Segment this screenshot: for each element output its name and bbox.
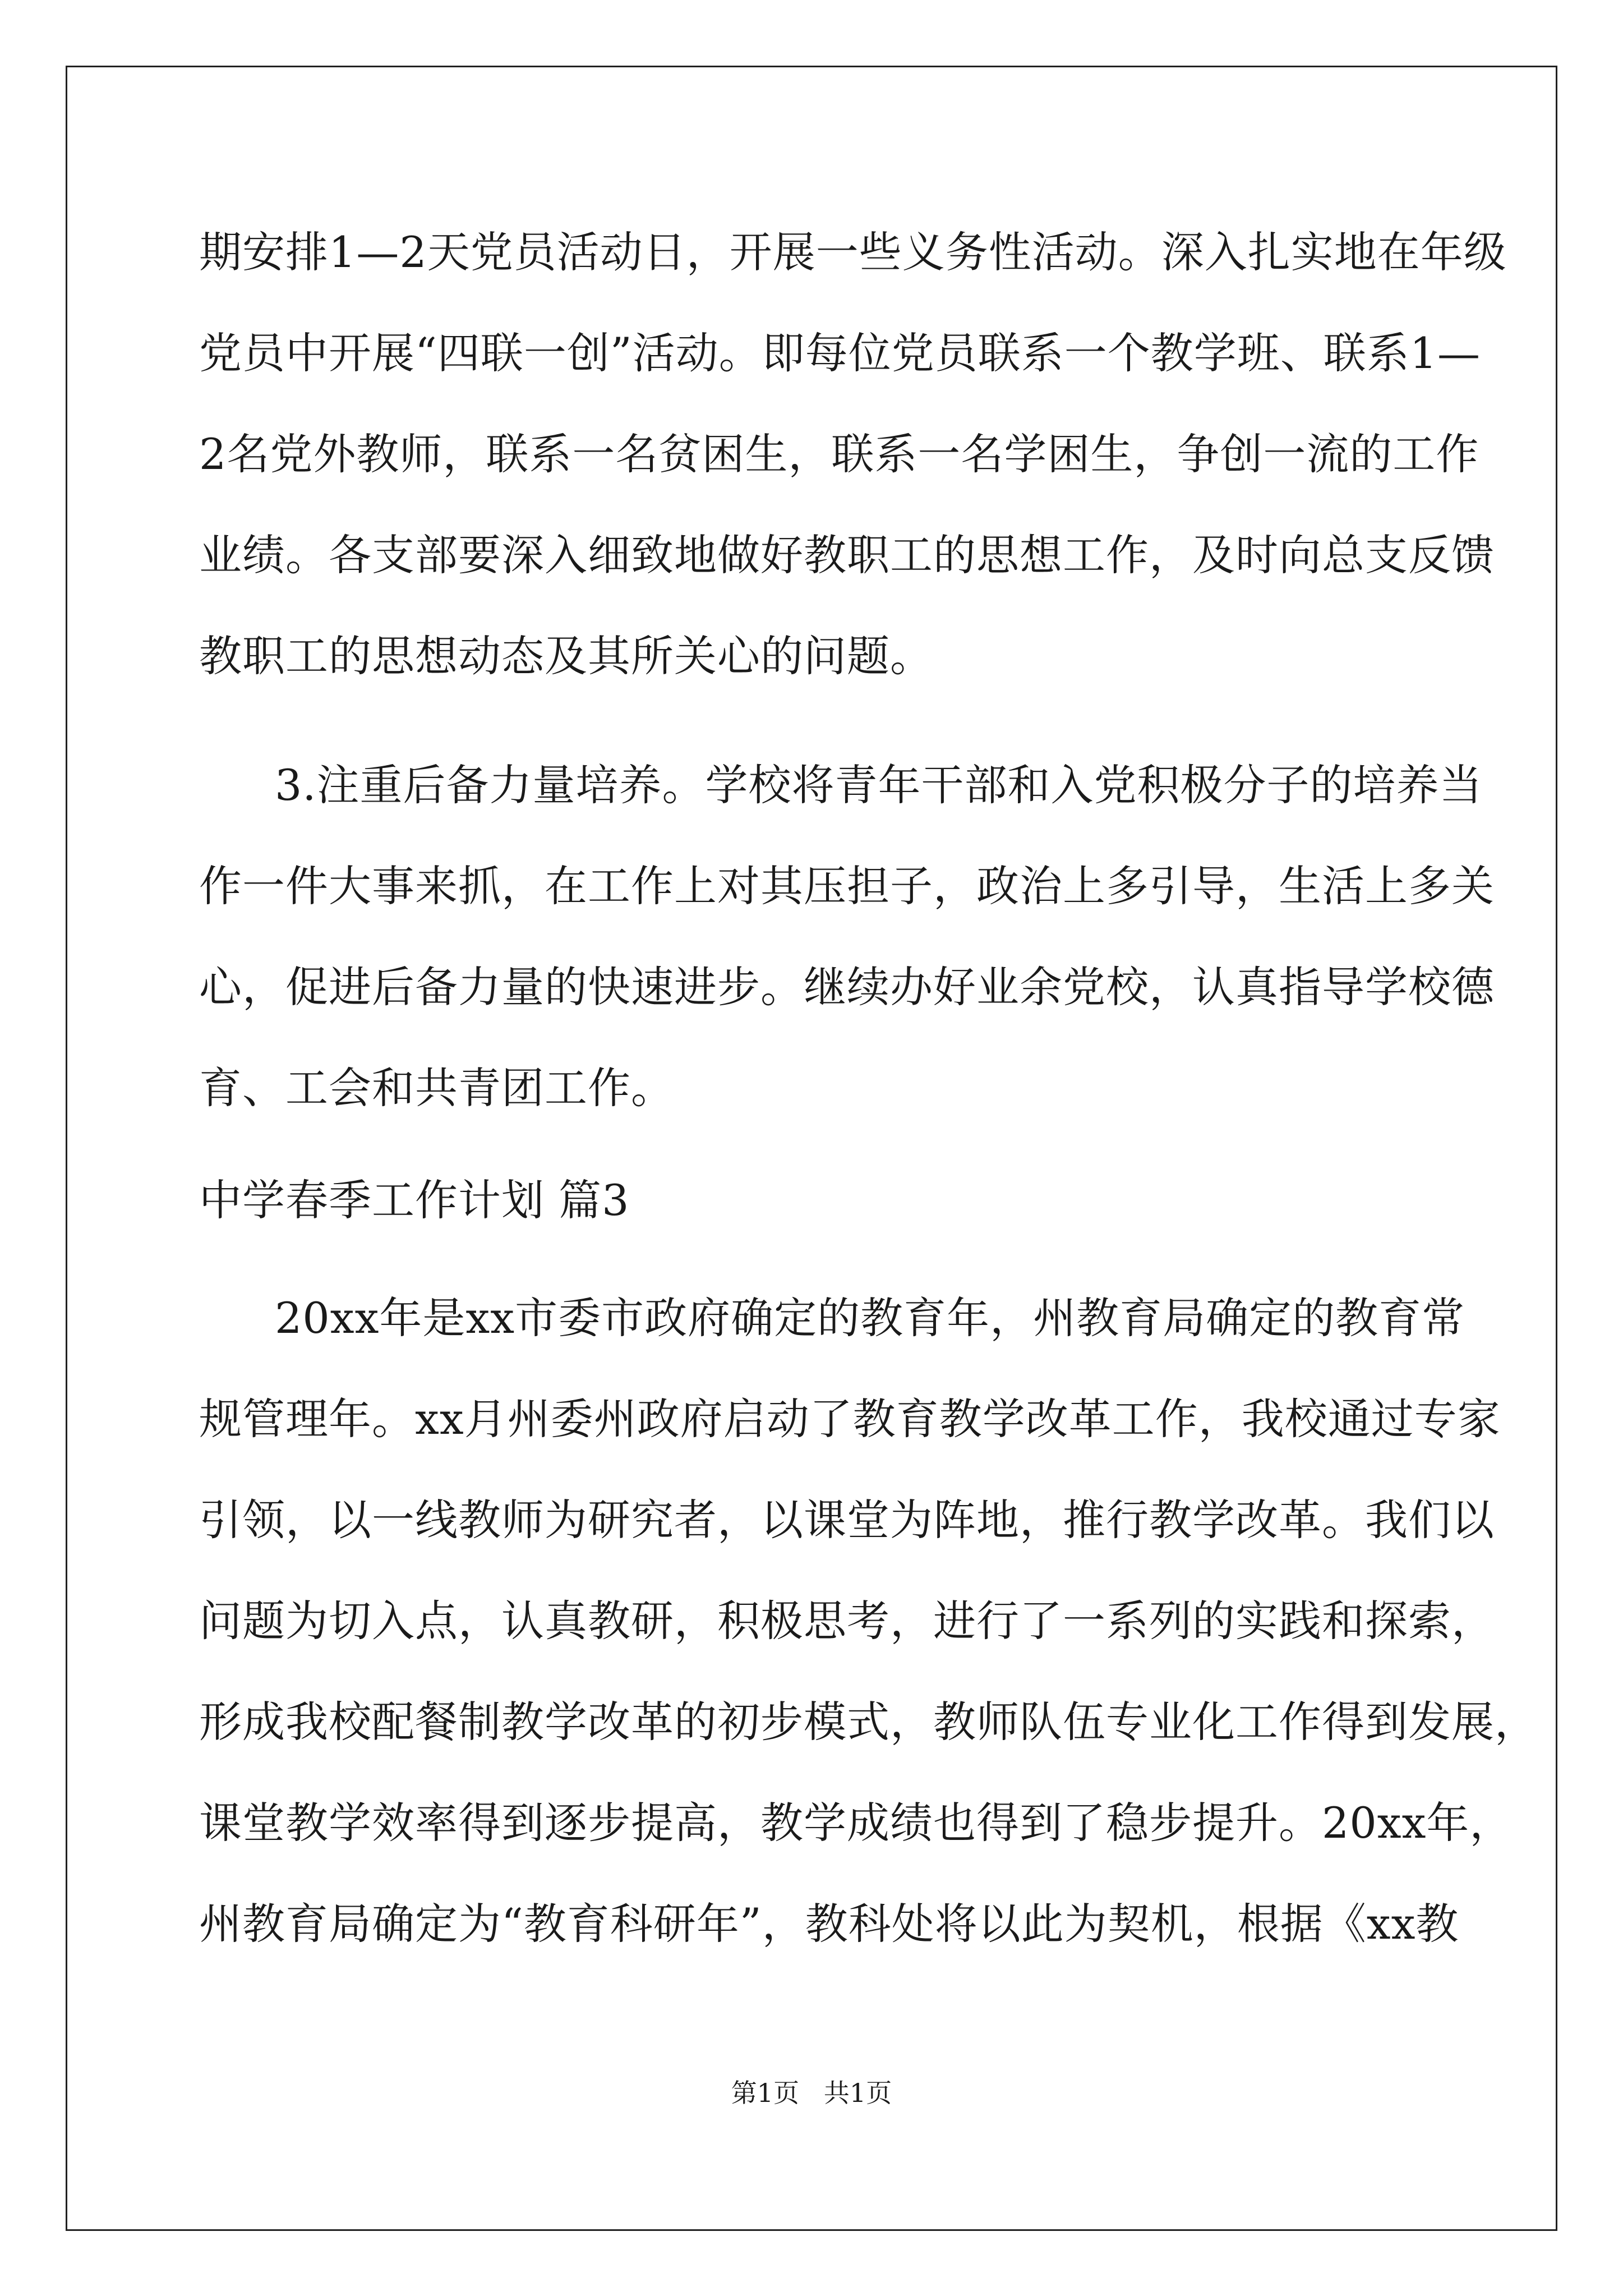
body-text-line: 引领，以一线教师为研究者，以课堂为阵地，推行教学改革。我们以: [199, 1495, 1495, 1545]
body-text-line: 州教育局确定为“教育科研年”，教科处将以此为契机，根据《xx教: [199, 1899, 1459, 1949]
body-text-line: 心，促进后备力量的快速进步。继续办好业余党校，认真指导学校德: [199, 962, 1495, 1012]
body-text-line: 问题为切入点，认真教研，积极思考，进行了一系列的实践和探索，: [199, 1596, 1495, 1646]
page-footer: 第1页 共1页: [731, 2078, 892, 2108]
body-text-line: 规管理年。xx月州委州政府启动了教育教学改革工作，我校通过专家: [199, 1394, 1501, 1444]
body-text-line: 课堂教学效率得到逐步提高，教学成绩也得到了稳步提升。20xx年，: [199, 1798, 1513, 1848]
body-text-line: 期安排1—2天党员活动日，开展一些义务性活动。深入扎实地在年级: [199, 227, 1507, 277]
body-text-line: 形成我校配餐制教学改革的初步模式，教师队伍专业化工作得到发展，: [199, 1697, 1538, 1747]
body-text-line: 作一件大事来抓，在工作上对其压担子，政治上多引导，生活上多关: [199, 861, 1495, 911]
body-text-line: 业绩。各支部要深入细致地做好教职工的思想工作，及时向总支反馈: [199, 530, 1495, 580]
body-text-line: 教职工的思想动态及其所关心的问题。: [199, 631, 933, 681]
body-text-line: 育、工会和共青团工作。: [199, 1063, 674, 1113]
body-text-line: 党员中开展“四联一创”活动。即每位党员联系一个教学班、联系1—: [199, 328, 1481, 378]
body-text-line: 2名党外教师，联系一名贫困生，联系一名学困生，争创一流的工作: [199, 429, 1479, 479]
body-text-line: 3.注重后备力量培养。学校将青年干部和入党积极分子的培养当: [275, 760, 1483, 810]
body-text-line: 20xx年是xx市委市政府确定的教育年，州教育局确定的教育常: [275, 1293, 1465, 1343]
section-heading: 中学春季工作计划 篇3: [199, 1175, 630, 1225]
